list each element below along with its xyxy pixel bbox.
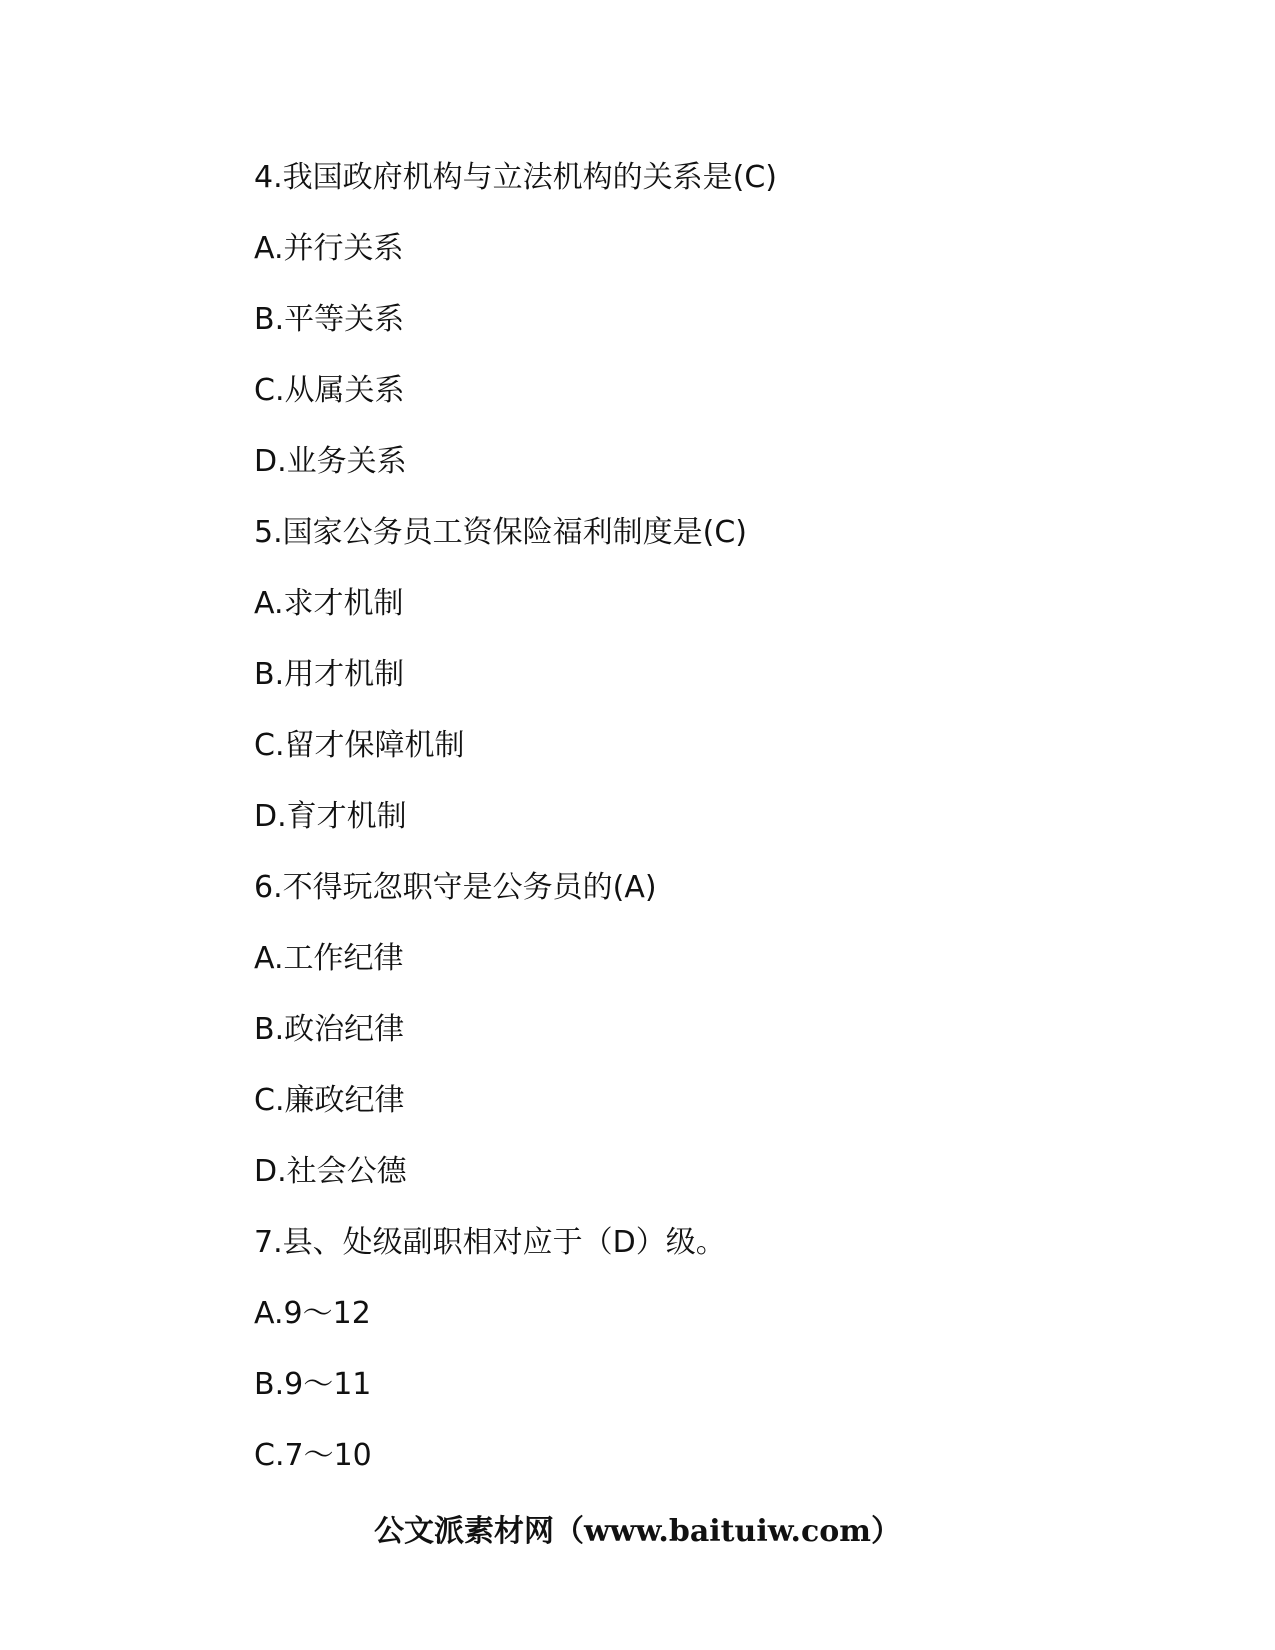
- question-6-text: 6.不得玩忽职守是公务员的(A): [254, 870, 657, 905]
- question-7-option-a: A.9～12: [254, 1296, 371, 1331]
- question-5-text: 5.国家公务员工资保险福利制度是(C): [254, 515, 747, 550]
- question-5-option-a: A.求才机制: [254, 586, 404, 621]
- question-5-option-b: B.用才机制: [254, 657, 405, 692]
- question-7-text: 7.县、处级副职相对应于（D）级。: [254, 1225, 726, 1260]
- question-5-option-d: D.育才机制: [254, 799, 407, 834]
- question-6-option-c: C.廉政纪律: [254, 1083, 405, 1118]
- question-6-option-d: D.社会公德: [254, 1154, 407, 1189]
- question-4-option-d: D.业务关系: [254, 444, 407, 479]
- question-4-option-a: A.并行关系: [254, 231, 404, 266]
- question-list: [254, 158, 1154, 1507]
- question-4-option-c: C.从属关系: [254, 373, 405, 408]
- question-4-option-b: B.平等关系: [254, 302, 405, 337]
- question-6-option-a: A.工作纪律: [254, 941, 404, 976]
- question-4-text: 4.我国政府机构与立法机构的关系是(C): [254, 160, 777, 195]
- question-7-option-c: C.7～10: [254, 1438, 372, 1473]
- question-6-option-b: B.政治纪律: [254, 1012, 405, 1047]
- question-5-option-c: C.留才保障机制: [254, 728, 465, 763]
- question-7-option-b: B.9～11: [254, 1367, 372, 1402]
- page-footer-watermark: 公文派素材网（www.baituiw.com）: [373, 1514, 902, 1549]
